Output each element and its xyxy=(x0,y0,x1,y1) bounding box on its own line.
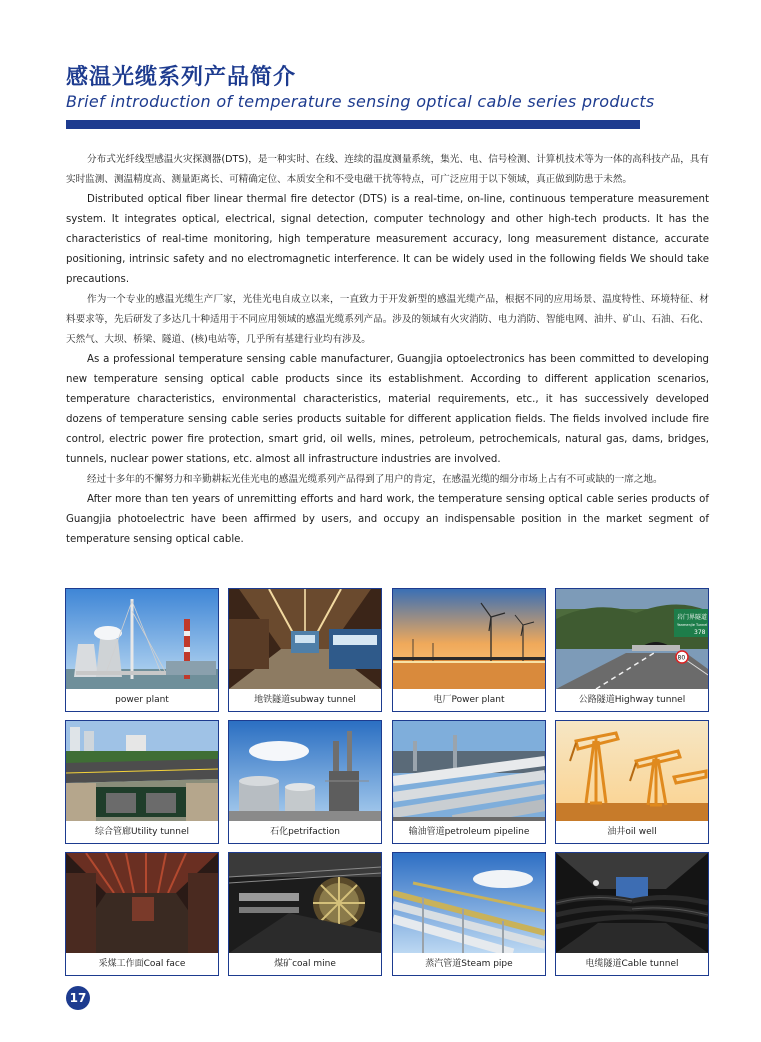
petroleum-pipeline-photo xyxy=(393,721,545,821)
speed-limit-sign: 80 xyxy=(677,654,686,662)
photo-caption: 蒸汽管道Steam pipe xyxy=(425,959,513,969)
power-plant-photo xyxy=(66,589,218,689)
coal-face-photo xyxy=(66,853,218,953)
photo-card-subway-tunnel xyxy=(228,588,382,712)
page-number: 17 xyxy=(66,986,90,1010)
photo-caption: 输油管道petroleum pipeline xyxy=(408,827,530,837)
paragraph-cn-1: 分布式光纤线型感温火灾探测器(DTS)，是一种实时、在线、连续的温度测量系统，集光、电、信号检测、计算机技术等为一体的高科技产品，具有实时监测、测温精度高、测量距离长、可精确定位、本质安全和不受电磁干扰等特点，可广泛应用于以下领域，真正做到防患于未然。 xyxy=(66,154,709,185)
photo-card-cable-tunnel xyxy=(555,852,709,976)
sign-text: 岩门界隧道 xyxy=(677,614,708,621)
page-title-en: Brief introduction of temperature sensing optical cable series products xyxy=(66,92,655,111)
subway-tunnel-photo xyxy=(229,589,381,689)
paragraph-cn-3: 经过十多年的不懈努力和辛勤耕耘光佳光电的感温光缆系列产品得到了用户的肯定，在感温光缆的细分市场上占有不可或缺的一席之地。 xyxy=(87,474,663,485)
photo-card-highway-tunnel xyxy=(555,588,709,712)
sign-distance: 378 xyxy=(694,629,706,636)
photo-caption: 地铁隧道subway tunnel xyxy=(254,695,356,705)
highway-tunnel-photo xyxy=(556,589,708,689)
petrochemical-photo xyxy=(229,721,381,821)
wind-turbine-sunset-photo xyxy=(393,589,545,689)
coal-mine-photo xyxy=(229,853,381,953)
photo-card-wind-power xyxy=(392,588,546,712)
cable-tunnel-photo xyxy=(556,853,708,953)
photo-caption: 煤矿coal mine xyxy=(274,959,336,969)
photo-caption: 公路隧道Highway tunnel xyxy=(578,695,686,705)
photo-card-coal-mine xyxy=(228,852,382,976)
photo-card-steam-pipe xyxy=(392,852,546,976)
paragraph-en-1: Distributed optical fiber linear thermal fire detector (DTS) is a real-time, on-line, continuous temperature measurement system. It integrates optical, electrical, signal detection, computer technology and other high-tech products. It has the characteristics of real-time monitoring, high temperature measurement accuracy, long measurement distance, accurate positioning, intrinsic safety and no electromagnetic interference. It can be widely used in the following fields We should take precautions. xyxy=(66,194,709,285)
page-title-cn: 感温光缆系列产品简介 xyxy=(66,65,297,90)
steam-pipe-photo xyxy=(393,853,545,953)
title-underline-bar xyxy=(66,120,640,129)
photo-card-power-plant xyxy=(65,588,219,712)
oil-well-photo xyxy=(556,721,708,821)
sign-subtext: Yanmenjie Tunnel xyxy=(677,623,708,627)
utility-tunnel-photo xyxy=(66,721,218,821)
photo-caption: 电厂Power plant xyxy=(433,695,505,705)
intro-text xyxy=(66,150,709,550)
paragraph-cn-2: 作为一个专业的感温光缆生产厂家，光佳光电自成立以来，一直致力于开发新型的感温光缆产品，根据不同的应用场景、温度特性、环境特征、材料要求等，先后研发了多达几十种适用于不同应用领域的感温光缆系列产品。涉及的领域有火灾消防、电力消防、智能电网、油井、矿山、石油、石化、天然气、大坝、桥梁、隧道、(核)电站等，几乎所有基建行业均有涉及。 xyxy=(66,294,709,345)
paragraph-en-3: After more than ten years of unremitting efforts and hard work, the temperature sensing optical cable series products of Guangjia photoelectric have been affirmed by users, and occupy an indispensable position in the market segment of temperature sensing optical cable. xyxy=(66,494,709,545)
photo-caption: 采煤工作面Coal face xyxy=(98,959,186,969)
photo-caption: 电缆隧道Cable tunnel xyxy=(585,959,679,969)
photo-card-coal-face xyxy=(65,852,219,976)
photo-caption: power plant xyxy=(115,695,169,705)
photo-card-petrochemical xyxy=(228,720,382,844)
photo-caption: 油井oil well xyxy=(607,827,657,837)
photo-card-utility-tunnel xyxy=(65,720,219,844)
photo-card-pipeline xyxy=(392,720,546,844)
paragraph-en-2: As a professional temperature sensing cable manufacturer, Guangjia optoelectronics has been committed to developing new temperature sensing optical cable products since its establishment. According to different application scenarios, temperature characteristics, environmental characteristics, material requirements, etc., it has successively developed dozens of temperature sensing cable series products suitable for different application fields. The fields involved include fire control, electric power fire protection, smart grid, oil wells, mines, petroleum, petrochemicals, natural gas, dams, bridges, tunnels, nuclear power stations, etc. almost all infrastructure industries are involved. xyxy=(66,354,709,465)
photo-card-oil-well xyxy=(555,720,709,844)
photo-caption: 石化petrifaction xyxy=(270,827,340,837)
photo-caption: 综合管廊Utility tunnel xyxy=(94,827,189,837)
